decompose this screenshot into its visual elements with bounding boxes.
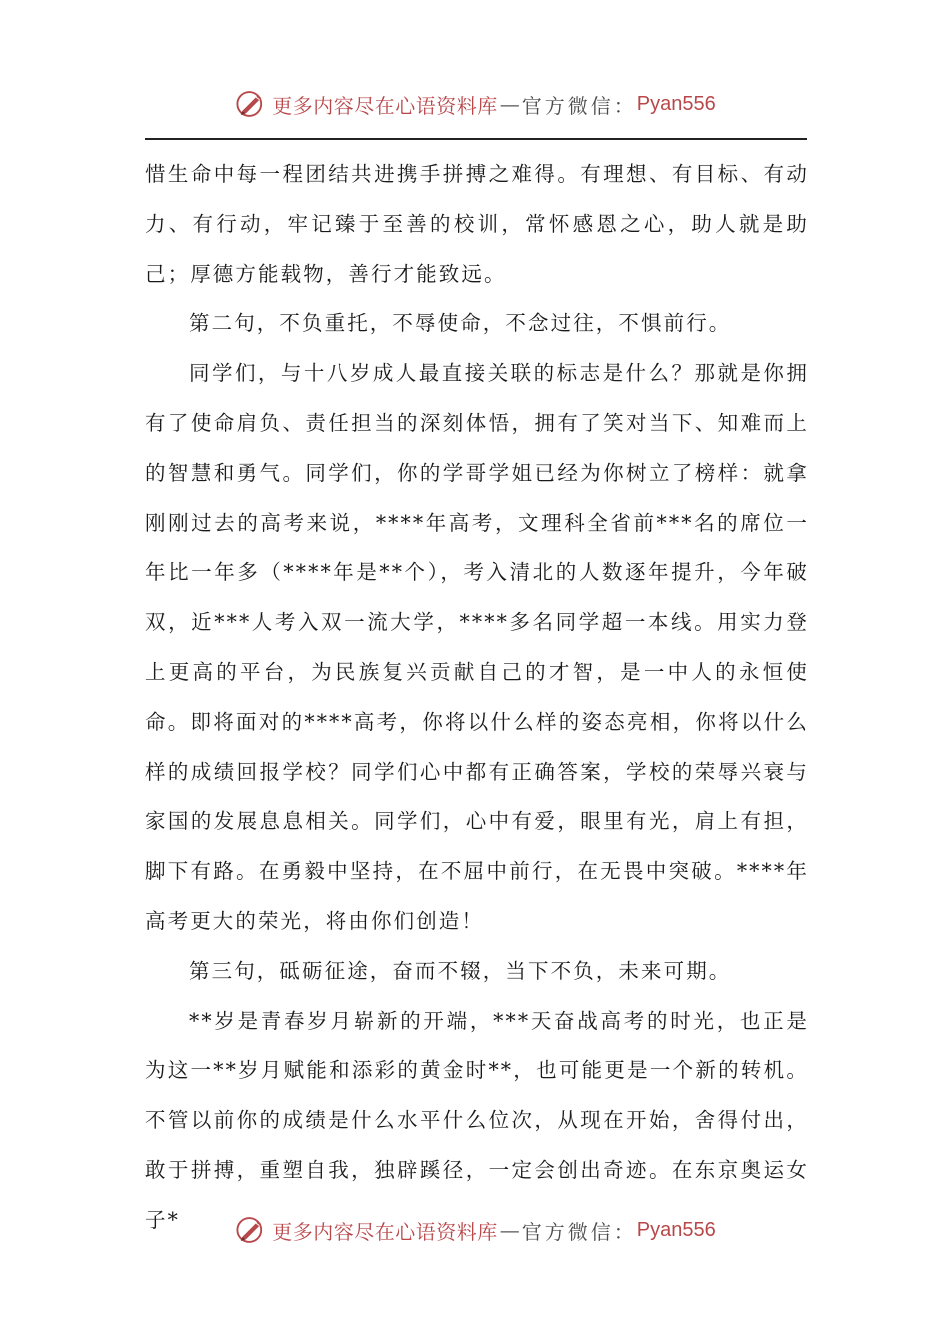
document-body (145, 150, 809, 1246)
footer-banner (234, 1213, 715, 1247)
header-wechat-id: Pyan556 (636, 92, 716, 115)
paragraph-4: 第三句，砥砺征途，奋而不辍，当下不负，未来可期。 (189, 958, 732, 983)
pen-logo-icon (234, 87, 268, 121)
header-dash: — (499, 92, 520, 116)
paragraph-3: 同学们，与十八岁成人最直接关联的标志是什么？那就是你拥有了使命肩负、责任担当的深刻体悟，拥有了笑对当下、知难而上的智慧和勇气。同学们，你的学哥学姐已经为你树立了榜样：就拿刚刚过去的高考来说，****年高考，文理科全省前***名的席位一年比一年多（****年是**个），考入清北的人数逐年提升，今年破双，近***人考入双一流大学，****多名同学超一本线。用实力登上更高的平台，为民族复兴贡献自己的才智，是一中人的永恒使命。即将面对的****高考，你将以什么样的姿态亮相，你将以什么样的成绩回报学校？同学们心中都有正确答案，学校的荣辱兴衰与家国的发展息息相关。同学们，心中有爱，眼里有光，肩上有担，脚下有路。在勇毅中坚持，在不屈中前行，在无畏中突破。****年高考更大的荣光，将由你们创造！ (145, 361, 809, 933)
pen-logo-icon (234, 1213, 268, 1247)
header-banner (234, 87, 715, 121)
paragraph-5: **岁是青春岁月崭新的开端，***天奋战高考的时光，也正是为这一**岁月赋能和添彩的黄金时**，也可能更是一个新的转机。不管以前你的成绩是什么水平什么位次，从现在开始，舍得付出，敢于拼搏，重塑自我，独辟蹊径，一定会创出奇迹。在东京奥运女子* (145, 1008, 809, 1232)
paragraph-2: 第二句，不负重托，不辱使命，不念过往，不惧前行。 (189, 311, 732, 336)
header-brand-text: 更多内容尽在心语资料库 (272, 93, 498, 118)
footer-wechat-id: Pyan556 (636, 1218, 716, 1241)
header-official-label: 官方微信： (521, 93, 637, 118)
paragraph-1: 惜生命中每一程团结共进携手拼搏之难得。有理想、有目标、有动力、有行动，牢记臻于至善的校训，常怀感恩之心，助人就是助己；厚德方能载物，善行才能致远。 (145, 162, 809, 286)
page-footer (0, 1210, 950, 1250)
footer-official-label: 官方微信： (521, 1219, 637, 1244)
page-header (0, 84, 950, 124)
footer-dash: — (499, 1218, 520, 1242)
footer-brand-text: 更多内容尽在心语资料库 (272, 1219, 498, 1244)
header-divider (145, 138, 807, 140)
